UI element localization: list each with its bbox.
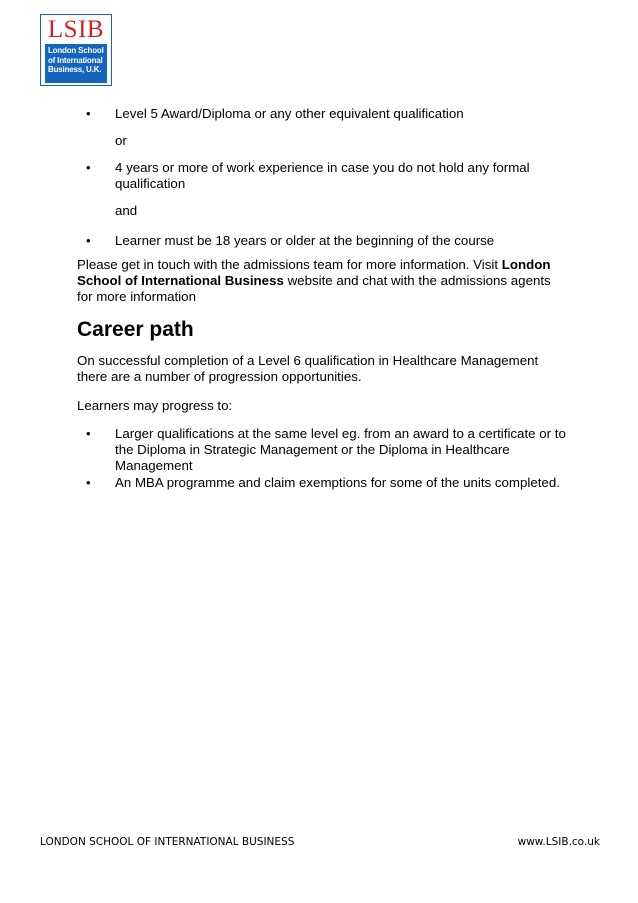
bullet-icon: • — [86, 475, 91, 490]
admissions-text: Please get in touch with the admissions team for more information. Visit — [77, 257, 502, 272]
list-item — [77, 426, 567, 474]
requirements-list — [77, 160, 567, 192]
footer-school-name: LONDON SCHOOL OF INTERNATIONAL BUSINESS — [40, 836, 295, 848]
bullet-icon: • — [86, 426, 91, 441]
list-item-text: Learner must be 18 years or older at the beginning of the course — [115, 233, 495, 248]
admissions-paragraph — [77, 257, 567, 305]
list-item-text: 4 years or more of work experience in case you do not hold any formal qualification — [115, 160, 530, 191]
list-item — [77, 106, 567, 122]
connector-and: and — [115, 203, 138, 218]
career-intro: On successful completion of a Level 6 qualification in Healthcare Management there are a number of progression opportunities. — [77, 353, 539, 384]
list-item-text: Larger qualifications at the same level eg. from an award to a certificate or to the Diploma in Strategic Management or the Diploma in Healthcare Management — [115, 426, 566, 473]
page-content — [77, 106, 567, 491]
bullet-icon: • — [86, 233, 91, 248]
logo-subtitle-box — [45, 44, 107, 83]
connector-or: or — [115, 133, 127, 148]
requirements-list — [77, 106, 567, 122]
list-item — [77, 475, 567, 491]
list-item-text: An MBA programme and claim exemptions for some of the units completed. — [115, 475, 560, 490]
bullet-icon: • — [86, 106, 91, 121]
list-item — [77, 160, 567, 192]
school-name: London School of International Business — [77, 257, 551, 288]
section-heading: Career path — [77, 318, 194, 341]
career-lead: Learners may progress to: — [77, 398, 233, 413]
list-item-text: Level 5 Award/Diploma or any other equivalent qualification — [115, 106, 464, 121]
footer-website: www.LSIB.co.uk — [517, 836, 600, 848]
career-list — [77, 426, 567, 491]
page-footer — [40, 836, 600, 852]
bullet-icon: • — [86, 160, 91, 175]
admissions-text-end: website and chat with the admissions agents for more information — [77, 273, 551, 304]
requirements-list — [77, 233, 567, 249]
list-item — [77, 233, 567, 249]
lsib-logo — [40, 14, 112, 86]
logo-mark: LSIB — [47, 16, 105, 43]
logo-subtitle: London School of International Business, U.K. — [48, 46, 104, 74]
